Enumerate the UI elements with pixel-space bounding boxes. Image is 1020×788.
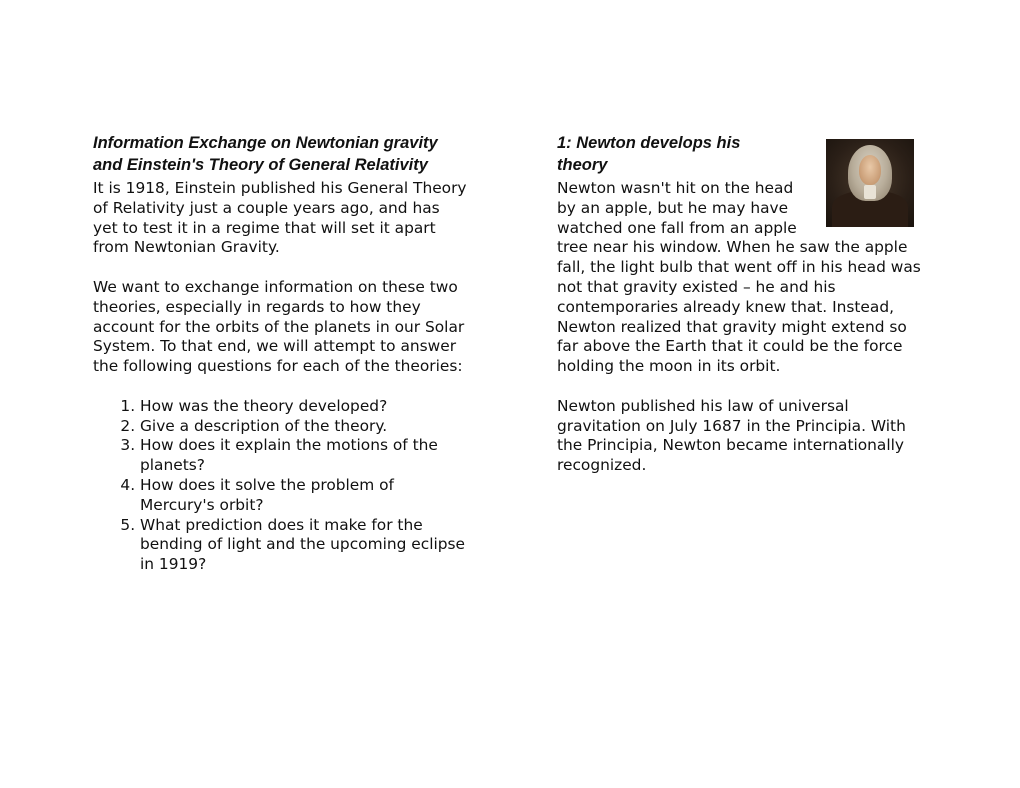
paragraph-spacer [557, 377, 932, 397]
left-column [93, 133, 468, 575]
newton-paragraph-1: Newton wasn't hit on the head by an apple, but he may have watched one fall from an apple tree near his window. When he saw the apple fall, the light bulb that went off in his head was not that gravity existed – he and his contemporaries already knew that. Instead, Newton realized that gravity might extend so far above the Earth that it could be the force holding the moon in its orbit. [557, 179, 921, 376]
right-column [557, 133, 932, 476]
question-item: 5. What prediction does it make for the bending of light and the upcoming eclipse in 1919? [140, 516, 468, 575]
question-item: 4. How does it solve the problem of Mercury's orbit? [140, 476, 468, 516]
newton-paragraph-2: Newton published his law of universal gravitation on July 1687 in the Principia. With the Principia, Newton became internationally recognized. [557, 396, 906, 475]
intro-paragraph: It is 1918, Einstein published his General Theory of Relativity just a couple years ago, and has yet to test it in a regime that will set it apart from Newtonian Gravity. [93, 179, 467, 257]
question-item: 2. Give a description of the theory. [140, 417, 468, 437]
portrait-collar [864, 185, 876, 199]
question-item: 3. How does it explain the motions of the planets? [140, 436, 468, 476]
newton-portrait-image [826, 139, 914, 227]
paragraph-spacer [93, 258, 468, 278]
document-title: Information Exchange on Newtonian gravity and Einstein's Theory of General Relativity [93, 134, 438, 174]
paragraph-spacer [93, 377, 468, 397]
question-item: 1. How was the theory developed? [140, 397, 468, 417]
portrait-face [859, 155, 881, 185]
section-heading: 1: Newton develops his theory [557, 134, 741, 174]
questions-list [93, 397, 468, 575]
purpose-paragraph: We want to exchange information on these two theories, especially in regards to how they account for the orbits of the planets in our Solar System. To that end, we will attempt to answer the following questions for each of the theories: [93, 277, 465, 376]
